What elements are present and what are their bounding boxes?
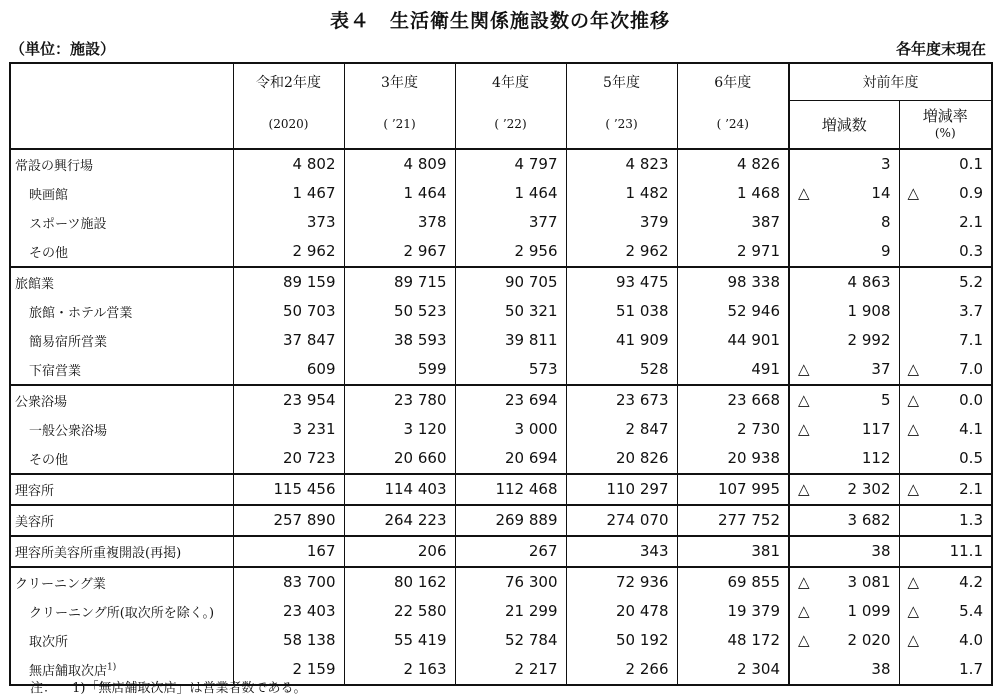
- change-cell: [789, 626, 899, 655]
- year-value-2: 90 705: [455, 267, 566, 297]
- change-value: 2 302: [847, 480, 891, 498]
- change-cell: [789, 297, 899, 326]
- year-value-0: 20 723: [233, 444, 344, 474]
- year-value-4: 277 752: [677, 505, 789, 536]
- rate-cell: [899, 567, 992, 597]
- year-value-2: 20 694: [455, 444, 566, 474]
- change-value: 38: [871, 660, 891, 678]
- year-value-4: 69 855: [677, 567, 789, 597]
- year-value-2: 2 217: [455, 655, 566, 685]
- year-sub-2: ( ’22): [455, 100, 566, 149]
- table-row: [10, 626, 992, 655]
- footnote-text: 「無店舗取次店」は営業者数である。: [85, 681, 307, 696]
- rate-header-unit: (%): [934, 125, 956, 140]
- decrease-marker: △: [907, 360, 920, 378]
- rate-header: [899, 100, 992, 149]
- year-value-1: 20 660: [344, 444, 455, 474]
- table-title: 表４ 生活衛生関係施設数の年次推移: [329, 10, 670, 32]
- year-value-2: 50 321: [455, 297, 566, 326]
- year-value-0: 2 962: [233, 237, 344, 267]
- rate-cell: [899, 626, 992, 655]
- row-label: [10, 267, 233, 297]
- rate-value: 0.9: [959, 184, 983, 202]
- table-row: [10, 444, 992, 474]
- year-value-2: 377: [455, 208, 566, 237]
- row-label-text: 理容所: [15, 483, 55, 499]
- year-value-0: 257 890: [233, 505, 344, 536]
- decrease-marker: △: [798, 360, 810, 378]
- change-value: 2 020: [847, 631, 891, 649]
- row-label: [10, 505, 233, 536]
- row-label-text: 一般公衆浴場: [29, 423, 108, 439]
- year-value-3: 41 909: [566, 326, 677, 355]
- rate-value: 2.1: [959, 480, 983, 498]
- year-value-0: 3 231: [233, 415, 344, 444]
- year-value-1: 114 403: [344, 474, 455, 505]
- row-label: [10, 326, 233, 355]
- row-label: [10, 536, 233, 567]
- rate-value: 0.3: [959, 242, 983, 260]
- row-label-text: 公衆浴場: [15, 394, 68, 410]
- year-value-0: 167: [233, 536, 344, 567]
- year-sub-1: ( ’21): [344, 100, 455, 149]
- year-value-3: 2 962: [566, 237, 677, 267]
- year-sub-0: (2020): [233, 100, 344, 149]
- footnote-prefix: 注：: [30, 681, 57, 696]
- year-value-3: 379: [566, 208, 677, 237]
- table-row: [10, 149, 992, 179]
- year-value-0: 609: [233, 355, 344, 385]
- as-of-label: 各年度末現在: [895, 40, 986, 58]
- year-value-2: 269 889: [455, 505, 566, 536]
- table-row: [10, 326, 992, 355]
- year-value-3: 50 192: [566, 626, 677, 655]
- rate-value: 0.0: [959, 391, 983, 409]
- year-value-0: 23 403: [233, 597, 344, 626]
- year-value-4: 48 172: [677, 626, 789, 655]
- decrease-marker: △: [798, 573, 810, 591]
- header-corner: [10, 63, 233, 149]
- year-value-1: 1 464: [344, 179, 455, 208]
- footnote: [30, 677, 307, 696]
- unit-label: （単位：施設）: [10, 40, 116, 58]
- year-value-3: 72 936: [566, 567, 677, 597]
- year-value-0: 58 138: [233, 626, 344, 655]
- table-row: [10, 415, 992, 444]
- decrease-marker: △: [798, 631, 810, 649]
- year-value-3: 2 266: [566, 655, 677, 685]
- table-row: [10, 267, 992, 297]
- row-label-text: 旅館業: [15, 276, 55, 292]
- rate-cell: [899, 208, 992, 237]
- year-value-0: 4 802: [233, 149, 344, 179]
- row-label: [10, 385, 233, 415]
- rate-cell: [899, 267, 992, 297]
- year-value-1: 80 162: [344, 567, 455, 597]
- rate-cell: [899, 415, 992, 444]
- year-value-1: 22 580: [344, 597, 455, 626]
- year-value-3: 274 070: [566, 505, 677, 536]
- row-label: [10, 415, 233, 444]
- year-value-3: 51 038: [566, 297, 677, 326]
- rate-value: 1.3: [959, 511, 983, 529]
- row-label-text: 旅館・ホテル営業: [29, 305, 133, 321]
- change-value: 3 682: [847, 511, 891, 529]
- decrease-marker: △: [907, 480, 920, 498]
- change-value: 9: [880, 242, 891, 260]
- year-value-1: 23 780: [344, 385, 455, 415]
- row-label-text: スポーツ施設: [29, 216, 107, 232]
- change-cell: [789, 149, 899, 179]
- row-label: [10, 149, 233, 179]
- year-value-3: 343: [566, 536, 677, 567]
- change-cell: [789, 505, 899, 536]
- table-row: [10, 474, 992, 505]
- year-value-2: 267: [455, 536, 566, 567]
- change-cell: [789, 536, 899, 567]
- change-value: 3: [880, 155, 891, 173]
- change-value: 4 863: [847, 273, 891, 291]
- year-value-3: 23 673: [566, 385, 677, 415]
- year-header-2: 4年度: [455, 63, 566, 100]
- decrease-marker: △: [798, 184, 810, 202]
- rate-cell: [899, 355, 992, 385]
- year-value-1: 599: [344, 355, 455, 385]
- change-value: 2 992: [847, 331, 891, 349]
- change-header: 増減数: [789, 100, 899, 149]
- decrease-marker: △: [798, 391, 810, 409]
- change-cell: [789, 267, 899, 297]
- rate-value: 1.7: [959, 660, 983, 678]
- table-row: [10, 297, 992, 326]
- rate-cell: [899, 385, 992, 415]
- year-value-1: 264 223: [344, 505, 455, 536]
- table-row: [10, 597, 992, 626]
- row-label: [10, 567, 233, 597]
- rate-value: 0.5: [959, 449, 983, 467]
- change-value: 3 081: [847, 573, 891, 591]
- year-value-1: 4 809: [344, 149, 455, 179]
- year-value-0: 50 703: [233, 297, 344, 326]
- decrease-marker: △: [907, 631, 920, 649]
- year-value-1: 38 593: [344, 326, 455, 355]
- change-cell: [789, 208, 899, 237]
- year-value-2: 52 784: [455, 626, 566, 655]
- table-row: [10, 208, 992, 237]
- year-header-4: 6年度: [677, 63, 789, 100]
- change-value: 1 908: [847, 302, 891, 320]
- year-value-4: 20 938: [677, 444, 789, 474]
- row-label: [10, 208, 233, 237]
- year-value-0: 37 847: [233, 326, 344, 355]
- row-label-text: その他: [29, 452, 69, 468]
- year-value-0: 83 700: [233, 567, 344, 597]
- change-value: 1 099: [847, 602, 891, 620]
- row-label-text: 美容所: [15, 514, 55, 530]
- year-value-4: 2 304: [677, 655, 789, 685]
- year-value-4: 1 468: [677, 179, 789, 208]
- year-value-2: 2 956: [455, 237, 566, 267]
- row-label: [10, 444, 233, 474]
- year-value-3: 110 297: [566, 474, 677, 505]
- year-value-0: 115 456: [233, 474, 344, 505]
- rate-cell: [899, 297, 992, 326]
- row-label: [10, 179, 233, 208]
- year-value-2: 3 000: [455, 415, 566, 444]
- year-value-4: 107 995: [677, 474, 789, 505]
- rate-cell: [899, 326, 992, 355]
- change-value: 14: [871, 184, 891, 202]
- decrease-marker: △: [907, 573, 920, 591]
- year-value-1: 89 715: [344, 267, 455, 297]
- year-value-4: 381: [677, 536, 789, 567]
- table-row: [10, 385, 992, 415]
- year-value-2: 4 797: [455, 149, 566, 179]
- year-value-4: 52 946: [677, 297, 789, 326]
- year-value-3: 20 478: [566, 597, 677, 626]
- rate-value: 4.1: [959, 420, 983, 438]
- rate-cell: [899, 444, 992, 474]
- change-value: 117: [861, 420, 891, 438]
- year-value-4: 44 901: [677, 326, 789, 355]
- change-cell: [789, 237, 899, 267]
- change-value: 112: [861, 449, 891, 467]
- rate-value: 7.0: [959, 360, 983, 378]
- year-value-1: 55 419: [344, 626, 455, 655]
- facility-table: [9, 62, 993, 686]
- year-header-3: 5年度: [566, 63, 677, 100]
- decrease-marker: △: [798, 480, 810, 498]
- year-value-3: 2 847: [566, 415, 677, 444]
- table-row: [10, 237, 992, 267]
- row-label-text: 理容所美容所重複開設(再掲): [15, 545, 182, 561]
- rate-cell: [899, 536, 992, 567]
- year-value-1: 2 967: [344, 237, 455, 267]
- year-value-3: 4 823: [566, 149, 677, 179]
- rate-cell: [899, 149, 992, 179]
- rate-cell: [899, 505, 992, 536]
- change-cell: [789, 385, 899, 415]
- year-value-0: 89 159: [233, 267, 344, 297]
- year-value-1: 50 523: [344, 297, 455, 326]
- row-label-text: 取次所: [29, 634, 69, 650]
- rate-value: 4.0: [959, 631, 983, 649]
- change-cell: [789, 597, 899, 626]
- year-value-0: 373: [233, 208, 344, 237]
- year-value-2: 1 464: [455, 179, 566, 208]
- row-label-text: 常設の興行場: [15, 158, 94, 174]
- rate-value: 5.4: [959, 602, 983, 620]
- year-value-1: 378: [344, 208, 455, 237]
- change-cell: [789, 444, 899, 474]
- change-cell: [789, 326, 899, 355]
- table-row: [10, 179, 992, 208]
- rate-value: 2.1: [959, 213, 983, 231]
- row-label-text: 簡易宿所営業: [29, 334, 108, 350]
- year-value-3: 20 826: [566, 444, 677, 474]
- year-value-1: 3 120: [344, 415, 455, 444]
- table-header: [10, 63, 992, 149]
- row-label-text: その他: [29, 245, 69, 261]
- row-label: [10, 355, 233, 385]
- table-row: [10, 505, 992, 536]
- year-value-1: 2 163: [344, 655, 455, 685]
- decrease-marker: △: [907, 602, 920, 620]
- change-cell: [789, 655, 899, 685]
- table-row: [10, 355, 992, 385]
- change-cell: [789, 415, 899, 444]
- change-cell: [789, 179, 899, 208]
- row-label: [10, 597, 233, 626]
- change-value: 38: [871, 542, 891, 560]
- change-cell: [789, 474, 899, 505]
- row-label-text: クリーニング業: [15, 576, 106, 592]
- year-value-2: 112 468: [455, 474, 566, 505]
- rate-header-label: 増減率: [922, 106, 968, 125]
- change-cell: [789, 355, 899, 385]
- table-body: [10, 149, 992, 685]
- year-value-0: 2 159: [233, 655, 344, 685]
- year-value-2: 21 299: [455, 597, 566, 626]
- year-value-4: 491: [677, 355, 789, 385]
- row-label-text: 下宿営業: [29, 363, 82, 379]
- rate-cell: [899, 474, 992, 505]
- rate-cell: [899, 179, 992, 208]
- change-value: 5: [880, 391, 891, 409]
- rate-cell: [899, 655, 992, 685]
- decrease-marker: △: [907, 420, 920, 438]
- decrease-marker: △: [798, 602, 810, 620]
- year-value-3: 1 482: [566, 179, 677, 208]
- year-sub-4: ( ’24): [677, 100, 789, 149]
- year-value-0: 23 954: [233, 385, 344, 415]
- row-label-text: 無店舗取次店: [29, 663, 108, 679]
- year-value-3: 528: [566, 355, 677, 385]
- table-row: [10, 567, 992, 597]
- year-value-4: 19 379: [677, 597, 789, 626]
- row-label: [10, 297, 233, 326]
- year-value-4: 387: [677, 208, 789, 237]
- year-value-0: 1 467: [233, 179, 344, 208]
- rate-value: 0.1: [959, 155, 983, 173]
- year-value-4: 98 338: [677, 267, 789, 297]
- row-label-text: 映画館: [29, 187, 69, 203]
- footnote-number: 1): [72, 681, 86, 696]
- decrease-marker: △: [907, 391, 920, 409]
- year-value-4: 4 826: [677, 149, 789, 179]
- change-cell: [789, 567, 899, 597]
- year-value-2: 573: [455, 355, 566, 385]
- decrease-marker: △: [798, 420, 810, 438]
- row-label-footnote-ref: 1): [107, 662, 117, 673]
- compare-group-header: 対前年度: [789, 63, 992, 100]
- row-label: [10, 626, 233, 655]
- rate-cell: [899, 597, 992, 626]
- year-header-0: 令和2年度: [233, 63, 344, 100]
- decrease-marker: △: [907, 184, 920, 202]
- row-label-text: クリーニング所(取次所を除く。): [29, 605, 215, 621]
- table-row: [10, 536, 992, 567]
- year-value-3: 93 475: [566, 267, 677, 297]
- year-value-1: 206: [344, 536, 455, 567]
- rate-value: 4.2: [959, 573, 983, 591]
- row-label: [10, 237, 233, 267]
- change-value: 37: [871, 360, 891, 378]
- change-value: 8: [880, 213, 891, 231]
- rate-value: 3.7: [959, 302, 983, 320]
- rate-value: 5.2: [959, 273, 983, 291]
- row-label: [10, 474, 233, 505]
- rate-cell: [899, 237, 992, 267]
- year-value-4: 2 971: [677, 237, 789, 267]
- year-value-2: 23 694: [455, 385, 566, 415]
- year-value-2: 39 811: [455, 326, 566, 355]
- rate-value: 7.1: [959, 331, 983, 349]
- year-value-4: 23 668: [677, 385, 789, 415]
- year-sub-3: ( ’23): [566, 100, 677, 149]
- year-header-1: 3年度: [344, 63, 455, 100]
- year-value-2: 76 300: [455, 567, 566, 597]
- year-value-4: 2 730: [677, 415, 789, 444]
- rate-value: 11.1: [949, 542, 983, 560]
